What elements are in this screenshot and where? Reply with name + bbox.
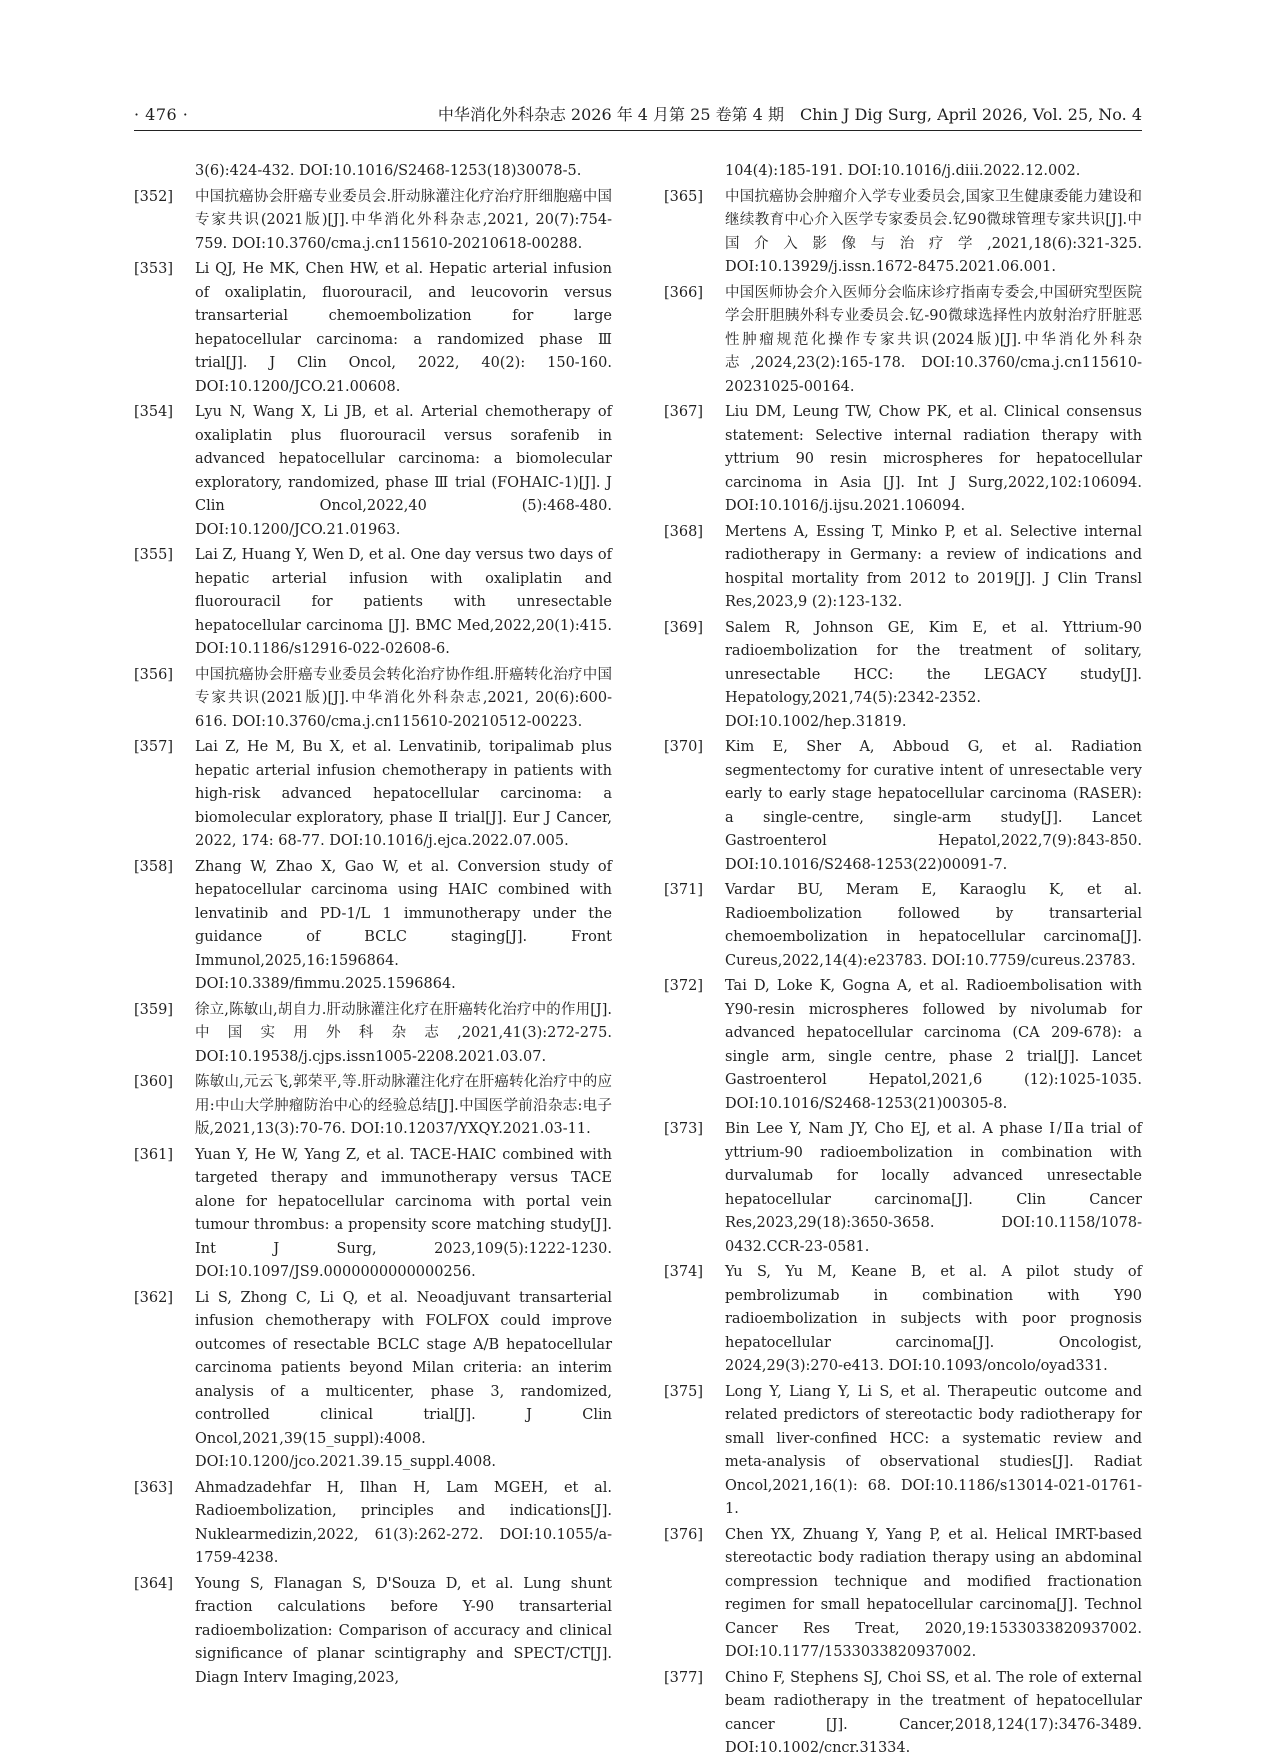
reference-text: Salem R, Johnson GE, Kim E, et al. Yttrium-90 radioembolization for the treatment of solitary, unresectable HCC: the LEGACY study[J]. Hepatology,2021,74(5):2342-2352. DOI:10.1002/hep.31819. bbox=[725, 619, 1142, 730]
reference-item bbox=[664, 617, 1142, 735]
reference-item bbox=[664, 975, 1142, 1116]
reference-text: Lai Z, He M, Bu X, et al. Lenvatinib, toripalimab plus hepatic arterial infusion chemotherapy in patients with high-risk advanced hepatocellular carcinoma: a biomolecular exploratory, phase Ⅱ trial[J]. Eur J Cancer, 2022, 174: 68-77. DOI:10.1016/j.ejca.2022.07.005. bbox=[195, 739, 612, 849]
reference-continuation bbox=[134, 160, 612, 184]
reference-item bbox=[134, 856, 612, 997]
reference-item bbox=[134, 258, 612, 399]
reference-item bbox=[664, 401, 1142, 519]
reference-item bbox=[134, 1477, 612, 1571]
reference-number: [372] bbox=[664, 978, 703, 994]
reference-item bbox=[664, 1381, 1142, 1522]
reference-text: 3(6):424-432. DOI:10.1016/S2468-1253(18)30078-5. bbox=[195, 163, 582, 179]
reference-text: Li S, Zhong C, Li Q, et al. Neoadjuvant transarterial infusion chemotherapy with FOLFOX could improve outcomes of resectable BCLC stage A/B hepatocellular carcinoma patients beyond Milan criteria: an interim analysis of a multicenter, phase 3, randomized, controlled clinical trial[J]. J Clin Oncol,2021,39(15_suppl):4008. DOI:10.1200/jco.2021.39.15_suppl.4008. bbox=[195, 1289, 612, 1470]
reference-text: Tai D, Loke K, Gogna A, et al. Radioembolisation with Y90-resin microspheres followed by nivolumab for advanced hepatocellular carcinoma (CA 209-678): a single arm, single centre, phase 2 trial[J]. Lancet Gastroenterol Hepatol,2021,6 (12):1025-1035. DOI:10.1016/S2468-1253(21)00305-8. bbox=[725, 978, 1142, 1112]
reference-text: 中国抗癌协会肝癌专业委员会.肝动脉灌注化疗治疗肝细胞癌中国专家共识(2021版)[J].中华消化外科杂志,2021, 20(7):754-759. DOI:10.3760/cma.j.cn115610-20210618-00288. bbox=[195, 188, 612, 252]
journal-citation: 中华消化外科杂志 2026 年 4 月第 25 卷第 4 期 Chin J Dig Surg, April 2026, Vol. 25, No. 4 bbox=[437, 105, 1142, 124]
reference-number: [359] bbox=[134, 1001, 173, 1018]
reference-text: 104(4):185-191. DOI:10.1016/j.diii.2022.12.002. bbox=[725, 163, 1081, 179]
reference-item bbox=[134, 1573, 612, 1691]
reference-text: Lyu N, Wang X, Li JB, et al. Arterial chemotherapy of oxaliplatin plus fluorouracil versus sorafenib in advanced hepatocellular carcinoma: a biomolecular exploratory, randomized, phase Ⅲ trial (FOHAIC-1)[J]. J Clin Oncol,2022,40 (5):468-480. DOI:10.1200/JCO.21.01963. bbox=[195, 404, 612, 538]
reference-item bbox=[664, 1261, 1142, 1379]
reference-text: Zhang W, Zhao X, Gao W, et al. Conversion study of hepatocellular carcinoma using HAIC combined with lenvatinib and PD-1/L 1 immunotherapy under the guidance of BCLC staging[J]. Front Immunol,2025,16:1596864. DOI:10.3389/fimmu.2025.1596864. bbox=[195, 858, 612, 992]
reference-number: [361] bbox=[134, 1146, 173, 1163]
page-number: · 476 · bbox=[134, 105, 189, 124]
reference-text: Yuan Y, He W, Yang Z, et al. TACE-HAIC combined with targeted therapy and immunotherapy versus TACE alone for hepatocellular carcinoma with portal vein tumour thrombus: a propensity score matching study[J]. Int J Surg, 2023,109(5):1222-1230. DOI:10.1097/JS9.0000000000000256. bbox=[195, 1146, 612, 1280]
reference-number: [355] bbox=[134, 547, 173, 563]
reference-item bbox=[664, 879, 1142, 973]
reference-item bbox=[134, 1071, 612, 1142]
reference-text: Liu DM, Leung TW, Chow PK, et al. Clinical consensus statement: Selective internal radiation therapy with yttrium 90 resin microspheres for hepatocellular carcinoma in Asia [J]. Int J Surg,2022,102:106094. DOI:10.1016/j.ijsu.2021.106094. bbox=[725, 404, 1142, 514]
reference-number: [352] bbox=[134, 188, 173, 205]
reference-number: [354] bbox=[134, 404, 173, 420]
running-header bbox=[134, 100, 1142, 131]
reference-text: Mertens A, Essing T, Minko P, et al. Selective internal radiotherapy in Germany: a review of indications and hospital mortality from 2012 to 2019[J]. J Clin Transl Res,2023,9 (2):123-132. bbox=[725, 523, 1142, 610]
reference-item bbox=[134, 401, 612, 542]
reference-number: [374] bbox=[664, 1264, 703, 1280]
reference-number: [366] bbox=[664, 284, 703, 301]
reference-number: [369] bbox=[664, 619, 703, 636]
reference-text: 中国抗癌协会肿瘤介入学专业委员会,国家卫生健康委能力建设和继续教育中心介入医学专家委员会.钇90微球管理专家共识[J].中国介入影像与治疗学,2021,18(6):321-325. DOI:10.13929/j.issn.1672-8475.2021.06.001. bbox=[725, 188, 1142, 275]
reference-number: [353] bbox=[134, 261, 173, 277]
right-column bbox=[664, 160, 1142, 1763]
reference-item bbox=[134, 664, 612, 735]
reference-number: [358] bbox=[134, 858, 173, 875]
reference-item bbox=[664, 186, 1142, 280]
reference-number: [373] bbox=[664, 1121, 703, 1137]
reference-number: [360] bbox=[134, 1074, 173, 1090]
reference-item bbox=[664, 521, 1142, 615]
reference-text: 中国医师协会介入医师分会临床诊疗指南专委会,中国研究型医院学会肝胆胰外科专业委员会.钇-90微球选择性内放射治疗肝脏恶性肿瘤规范化操作专家共识(2024版)[J].中华消化外科杂志,2024,23(2):165-178. DOI:10.3760/cma.j.cn115610-20231025-00164. bbox=[725, 284, 1142, 395]
reference-text: 徐立,陈敏山,胡自力.肝动脉灌注化疗在肝癌转化治疗中的作用[J].中国实用外科杂志,2021,41(3):272-275. DOI:10.19538/j.cjps.issn1005-2208.2021.03.07. bbox=[195, 1001, 612, 1065]
reference-number: [377] bbox=[664, 1669, 703, 1686]
reference-number: [370] bbox=[664, 739, 703, 755]
reference-number: [367] bbox=[664, 404, 703, 420]
reference-item bbox=[664, 1118, 1142, 1259]
reference-list bbox=[134, 186, 612, 1691]
reference-text: Kim E, Sher A, Abboud G, et al. Radiation segmentectomy for curative intent of unresectable very early to early stage hepatocellular carcinoma (RASER): a single-centre, single-arm study[J]. Lancet Gastroenterol Hepatol,2022,7(9):843-850. DOI:10.1016/S2468-1253(22)00091-7. bbox=[725, 739, 1142, 873]
reference-text: Bin Lee Y, Nam JY, Cho EJ, et al. A phase Ⅰ/Ⅱa trial of yttrium-90 radioembolization in combination with durvalumab for locally advanced unresectable hepatocellular carcinoma[J]. Clin Cancer Res,2023,29(18):3650-3658. DOI:10.1158/1078-0432.CCR-23-0581. bbox=[725, 1121, 1142, 1255]
reference-number: [363] bbox=[134, 1479, 173, 1496]
reference-item bbox=[134, 736, 612, 854]
reference-number: [356] bbox=[134, 666, 173, 683]
reference-text: Long Y, Liang Y, Li S, et al. Therapeutic outcome and related predictors of stereotactic body radiotherapy for small liver-confined HCC: a systematic review and meta-analysis of observational studies[J]. Radiat Oncol,2021,16(1): 68. DOI:10.1186/s13014-021-01761-1. bbox=[725, 1383, 1142, 1517]
reference-number: [357] bbox=[134, 739, 173, 755]
reference-number: [362] bbox=[134, 1289, 173, 1306]
reference-number: [371] bbox=[664, 882, 703, 898]
reference-number: [364] bbox=[134, 1575, 173, 1592]
reference-text: 陈敏山,元云飞,郭荣平,等.肝动脉灌注化疗在肝癌转化治疗中的应用:中山大学肿瘤防治中心的经验总结[J].中国医学前沿杂志:电子版,2021,13(3):70-76. DOI:10.12037/YXQY.2021.03-11. bbox=[195, 1074, 612, 1137]
reference-item bbox=[664, 1524, 1142, 1665]
reference-number: [376] bbox=[664, 1526, 703, 1543]
reference-continuation bbox=[664, 160, 1142, 184]
reference-item bbox=[134, 1287, 612, 1475]
reference-list bbox=[664, 186, 1142, 1761]
reference-item bbox=[134, 544, 612, 662]
reference-text: Chen YX, Zhuang Y, Yang P, et al. Helical IMRT-based stereotactic body radiation therapy using an abdominal compression technique and modified fractionation regimen for small hepatocellular carcinoma[J]. Technol Cancer Res Treat, 2020,19:1533033820937002. DOI:10.1177/1533033820937002. bbox=[725, 1526, 1142, 1660]
reference-item bbox=[664, 1667, 1142, 1761]
reference-text: Vardar BU, Meram E, Karaoglu K, et al. Radioembolization followed by transarterial chemoembolization in hepatocellular carcinoma[J]. Cureus,2022,14(4):e23783. DOI:10.7759/cureus.23783. bbox=[725, 882, 1142, 969]
reference-text: Yu S, Yu M, Keane B, et al. A pilot study of pembrolizumab in combination with Y90 radioembolization in subjects with poor prognosis hepatocellular carcinoma[J]. Oncologist, 2024,29(3):270-e413. DOI:10.1093/oncolo/oyad331. bbox=[725, 1264, 1142, 1374]
reference-item bbox=[134, 186, 612, 257]
reference-text: Ahmadzadehfar H, Ilhan H, Lam MGEH, et al. Radioembolization, principles and indications[J]. Nuklearmedizin,2022, 61(3):262-272. DOI:10.1055/a-1759-4238. bbox=[195, 1479, 612, 1566]
reference-item bbox=[664, 282, 1142, 400]
reference-text: 中国抗癌协会肝癌专业委员会转化治疗协作组.肝癌转化治疗中国专家共识(2021版)[J].中华消化外科杂志,2021, 20(6):600-616. DOI:10.3760/cma.j.cn115610-20210512-00223. bbox=[195, 666, 612, 730]
reference-number: [368] bbox=[664, 523, 703, 540]
reference-text: Chino F, Stephens SJ, Choi SS, et al. The role of external beam radiotherapy in the treatment of hepatocellular cancer [J]. Cancer,2018,124(17):3476-3489. DOI:10.1002/cncr.31334. bbox=[725, 1669, 1142, 1756]
reference-number: [365] bbox=[664, 188, 703, 205]
reference-item bbox=[664, 736, 1142, 877]
reference-number: [375] bbox=[664, 1383, 703, 1400]
left-column bbox=[134, 160, 612, 1692]
reference-text: Young S, Flanagan S, D'Souza D, et al. Lung shunt fraction calculations before Y-90 transarterial radioembolization: Comparison of accuracy and clinical significance of planar scintigraphy and SPECT/CT[J]. Diagn Interv Imaging,2023, bbox=[195, 1575, 612, 1686]
reference-item bbox=[134, 999, 612, 1070]
reference-text: Lai Z, Huang Y, Wen D, et al. One day versus two days of hepatic arterial infusion with oxaliplatin and fluorouracil for patients with unresectable hepatocellular carcinoma [J]. BMC Med,2022,20(1):415. DOI:10.1186/s12916-022-02608-6. bbox=[195, 547, 612, 657]
reference-text: Li QJ, He MK, Chen HW, et al. Hepatic arterial infusion of oxaliplatin, fluorouracil, and leucovorin versus transarterial chemoembolization for large hepatocellular carcinoma: a randomized phase Ⅲ trial[J]. J Clin Oncol, 2022, 40(2): 150-160. DOI:10.1200/JCO.21.00608. bbox=[195, 261, 612, 395]
reference-item bbox=[134, 1144, 612, 1285]
